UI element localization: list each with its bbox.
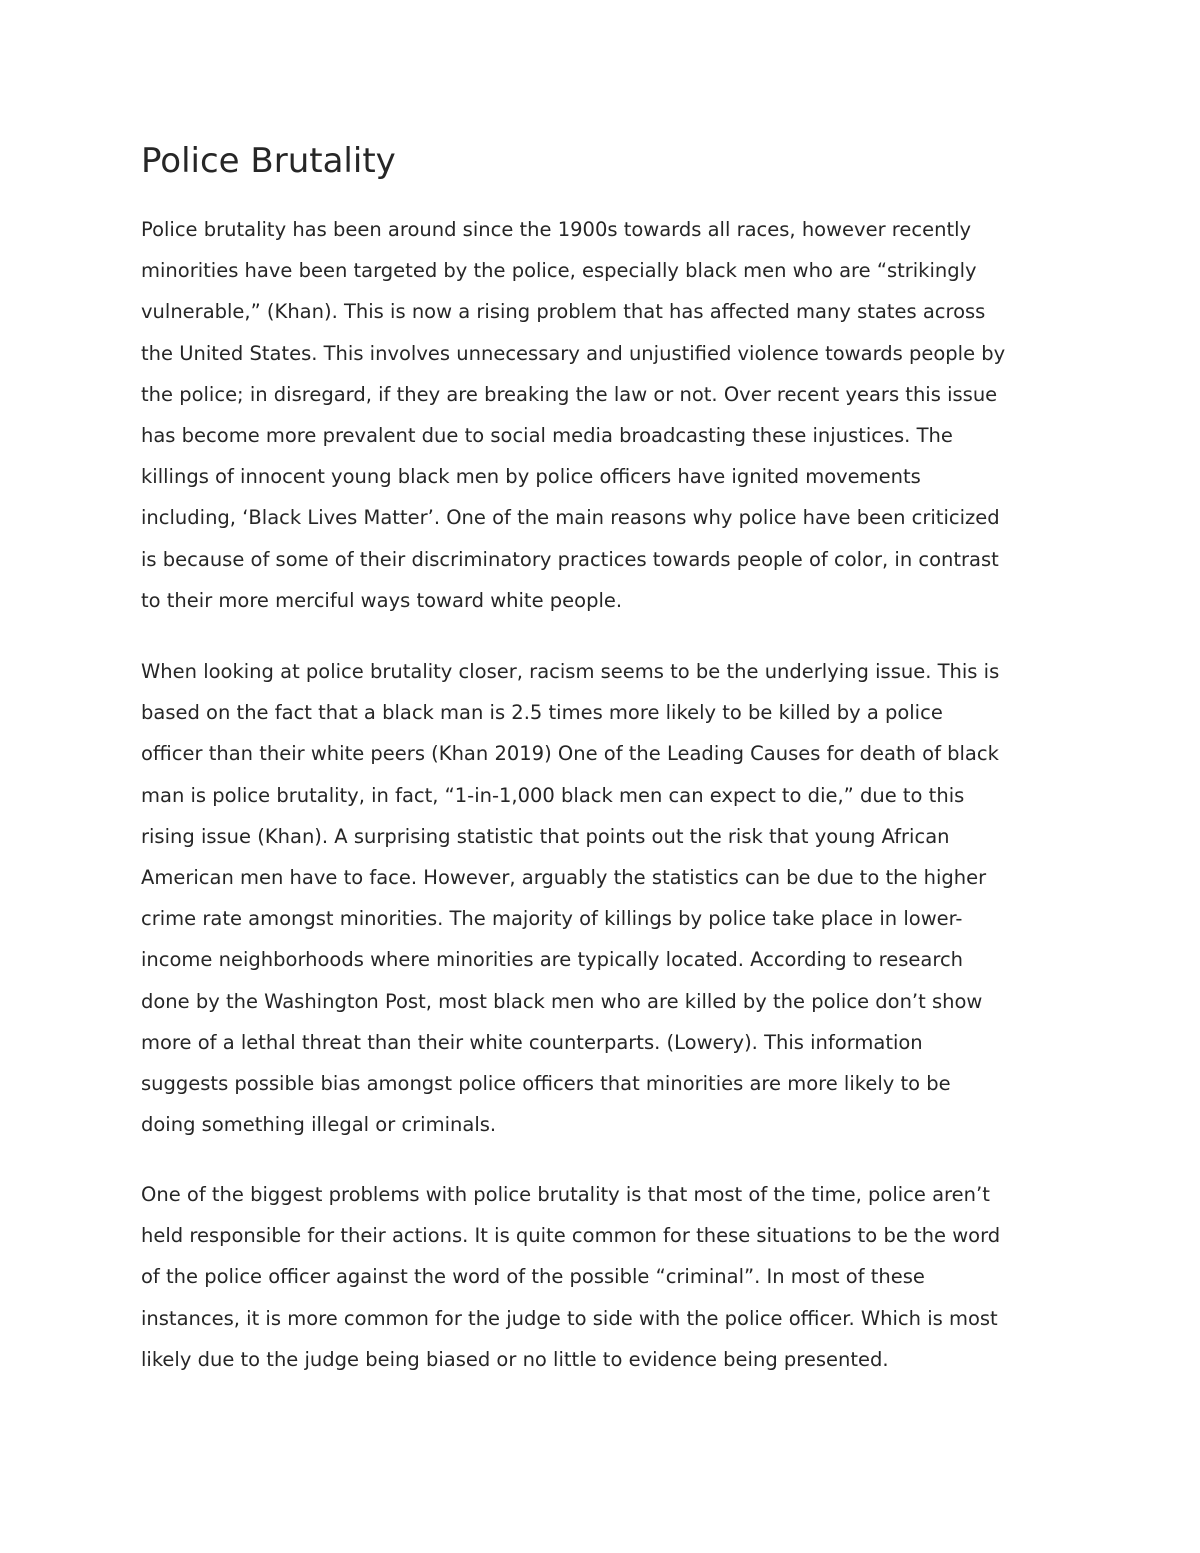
paragraph-line: the United States. This involves unnecessary and unjustified violence towards people by xyxy=(141,341,1006,365)
paragraph-line: suggests possible bias amongst police officers that minorities are more likely to be xyxy=(141,1072,951,1096)
paragraph-line: man is police brutality, in fact, “1-in-1,000 black men can expect to die,” due to this xyxy=(141,783,965,807)
paragraph-2 xyxy=(141,651,999,1145)
paragraph-line: Police brutality has been around since the 1900s towards all races, however recently xyxy=(141,218,972,241)
paragraph-line: based on the fact that a black man is 2.5 times more likely to be killed by a police xyxy=(141,701,943,725)
paragraph-line: has become more prevalent due to social media broadcasting these injustices. The xyxy=(141,424,953,448)
document-title: Police Brutality xyxy=(141,141,396,181)
paragraph-line: of the police officer against the word of the possible “criminal”. In most of these xyxy=(141,1265,925,1289)
paragraph-line: American men have to face. However, arguably the statistics can be due to the higher xyxy=(141,866,987,890)
paragraph-line: including, ‘Black Lives Matter’. One of the main reasons why police have been criticized xyxy=(141,506,1000,530)
paragraph-1 xyxy=(141,209,1005,621)
paragraph-line: more of a lethal threat than their white counterparts. (Lowery). This information xyxy=(141,1030,923,1054)
paragraph-line: likely due to the judge being biased or no little to evidence being presented. xyxy=(141,1347,889,1371)
paragraph-line: instances, it is more common for the judge to side with the police officer. Which is most xyxy=(141,1306,998,1330)
paragraph-line: When looking at police brutality closer, racism seems to be the underlying issue. This is xyxy=(141,660,1000,683)
paragraph-3 xyxy=(141,1174,1000,1380)
paragraph-line: killings of innocent young black men by police officers have ignited movements xyxy=(141,465,921,489)
paragraph-line: income neighborhoods where minorities are typically located. According to research xyxy=(141,948,964,972)
paragraph-line: officer than their white peers (Khan 2019) One of the Leading Causes for death of black xyxy=(141,742,999,766)
paragraph-line: to their more merciful ways toward white people. xyxy=(141,588,623,612)
paragraph-line: One of the biggest problems with police brutality is that most of the time, police aren’t xyxy=(141,1183,990,1206)
paragraph-line: crime rate amongst minorities. The majority of killings by police take place in lower- xyxy=(141,907,963,931)
paragraph-line: vulnerable,” (Khan). This is now a rising problem that has affected many states across xyxy=(141,300,986,324)
paragraph-line: is because of some of their discriminatory practices towards people of color, in contrast xyxy=(141,547,999,571)
paragraph-line: rising issue (Khan). A surprising statistic that points out the risk that young African xyxy=(141,824,950,848)
paragraph-line: doing something illegal or criminals. xyxy=(141,1113,497,1137)
paragraph-line: the police; in disregard, if they are breaking the law or not. Over recent years this issue xyxy=(141,382,998,406)
paragraph-line: minorities have been targeted by the police, especially black men who are “strikingly xyxy=(141,259,977,283)
paragraph-line: held responsible for their actions. It is quite common for these situations to be the word xyxy=(141,1224,1001,1248)
paragraph-line: done by the Washington Post, most black men who are killed by the police don’t show xyxy=(141,989,983,1013)
